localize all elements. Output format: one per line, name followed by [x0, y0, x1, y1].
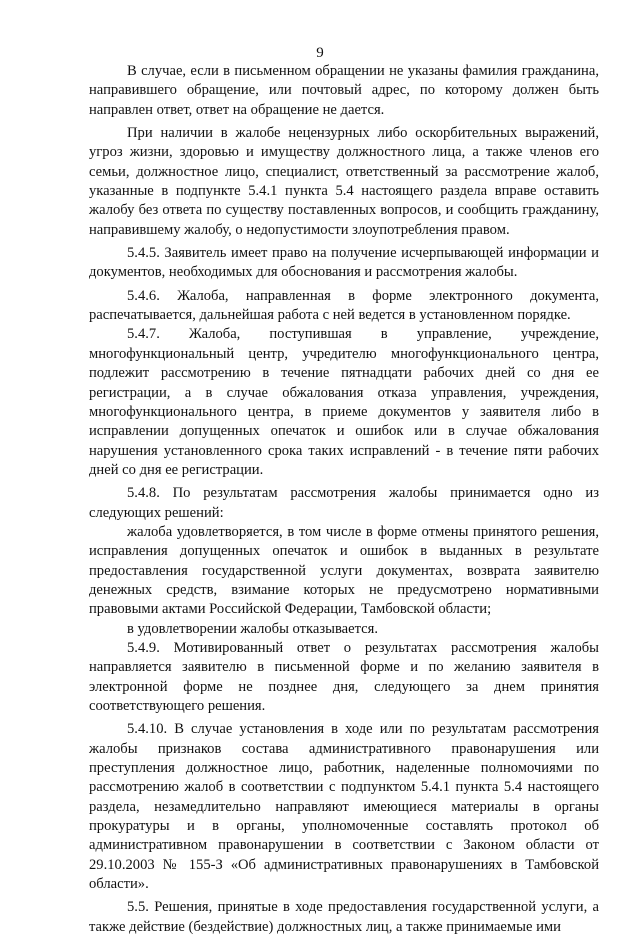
paragraph-5-4-7: 5.4.7. Жалоба, поступившая в управление, учреждение, многофункциональный центр, учредителю многофункционального центра, подлежит рассмотрению в течение пятнадцати рабочих дней со дня ее регистрации, а в случае обжалования отказа управления, учреждения, многофункционального центра, в приеме документов у заявителя либо в исправлении допущенных опечаток и ошибок или в случае обжалования нарушения установленного срока таких исправлений - в течение пяти рабочих дней со дня ее регистрации.	[89, 326, 599, 478]
paragraph-complaint-satisfied: жалоба удовлетворяется, в том числе в форме отмены принятого решения, исправления допущенных опечаток и ошибок в выданных в результате предоставления государственной услуги документах, возврата заявителю денежных средств, взимание которых не предусмотрено нормативными правовыми актами Российской Федерации, Тамбовской области;	[89, 523, 599, 618]
paragraph-offensive-language: При наличии в жалобе нецензурных либо оскорбительных выражений, угроз жизни, здоровью и имуществу должностного лица, а также членов его семьи, должностное лицо, специалист, ответственный за рассмотрение жалоб, указанные в подпункте 5.4.1 пункта 5.4 настоящего раздела вправе оставить жалобу без ответа по существу поставленных вопросов, и сообщить гражданину, направившему жалобу, о недопустимости злоупотребления правом.	[89, 125, 599, 238]
paragraph-5-4-8: 5.4.8. По результатам рассмотрения жалобы принимается одно из следующих решений:	[89, 485, 599, 521]
paragraph-5-4-5: 5.4.5. Заявитель имеет право на получение исчерпывающей информации и документов, необходимых для обоснования и рассмотрения жалобы.	[89, 245, 599, 281]
paragraph-5-4-9: 5.4.9. Мотивированный ответ о результатах рассмотрения жалобы направляется заявителю в письменной форме и по желанию заявителя в электронной форме не позднее дня, следующего за днем принятия соответствующего решения.	[89, 639, 599, 714]
document-body	[89, 62, 599, 937]
paragraph-missing-name-address: В случае, если в письменном обращении не указаны фамилия гражданина, направившего обращение, или почтовый адрес, по которому должен быть направлен ответ, ответ на обращение не дается.	[89, 63, 599, 118]
paragraph-5-5: 5.5. Решения, принятые в ходе предоставления государственной услуги, а также действие (бездействие) должностных лиц, а также принимаемые ими	[89, 899, 599, 935]
paragraph-5-4-10: 5.4.10. В случае установления в ходе или по результатам рассмотрения жалобы признаков состава административного правонарушения или преступления должностное лицо, работник, наделенные полномочиями по рассмотрению жалоб в соответствии с подпунктом 5.4.1 пункта 5.4 настоящего раздела, незамедлительно направляют имеющиеся материалы в органы прокуратуры и в органы, уполномоченные составлять протокол об административном правонарушении в соответствии с Законом области от 29.10.2003 № 155-З «Об административных правонарушениях в Тамбовской области».	[89, 721, 599, 893]
page-number: 9	[316, 45, 324, 61]
paragraph-complaint-rejected: в удовлетворении жалобы отказывается.	[127, 620, 379, 637]
paragraph-5-4-6: 5.4.6. Жалоба, направленная в форме электронного документа, распечатывается, дальнейшая работа с ней ведется в установленном порядке.	[89, 287, 599, 324]
